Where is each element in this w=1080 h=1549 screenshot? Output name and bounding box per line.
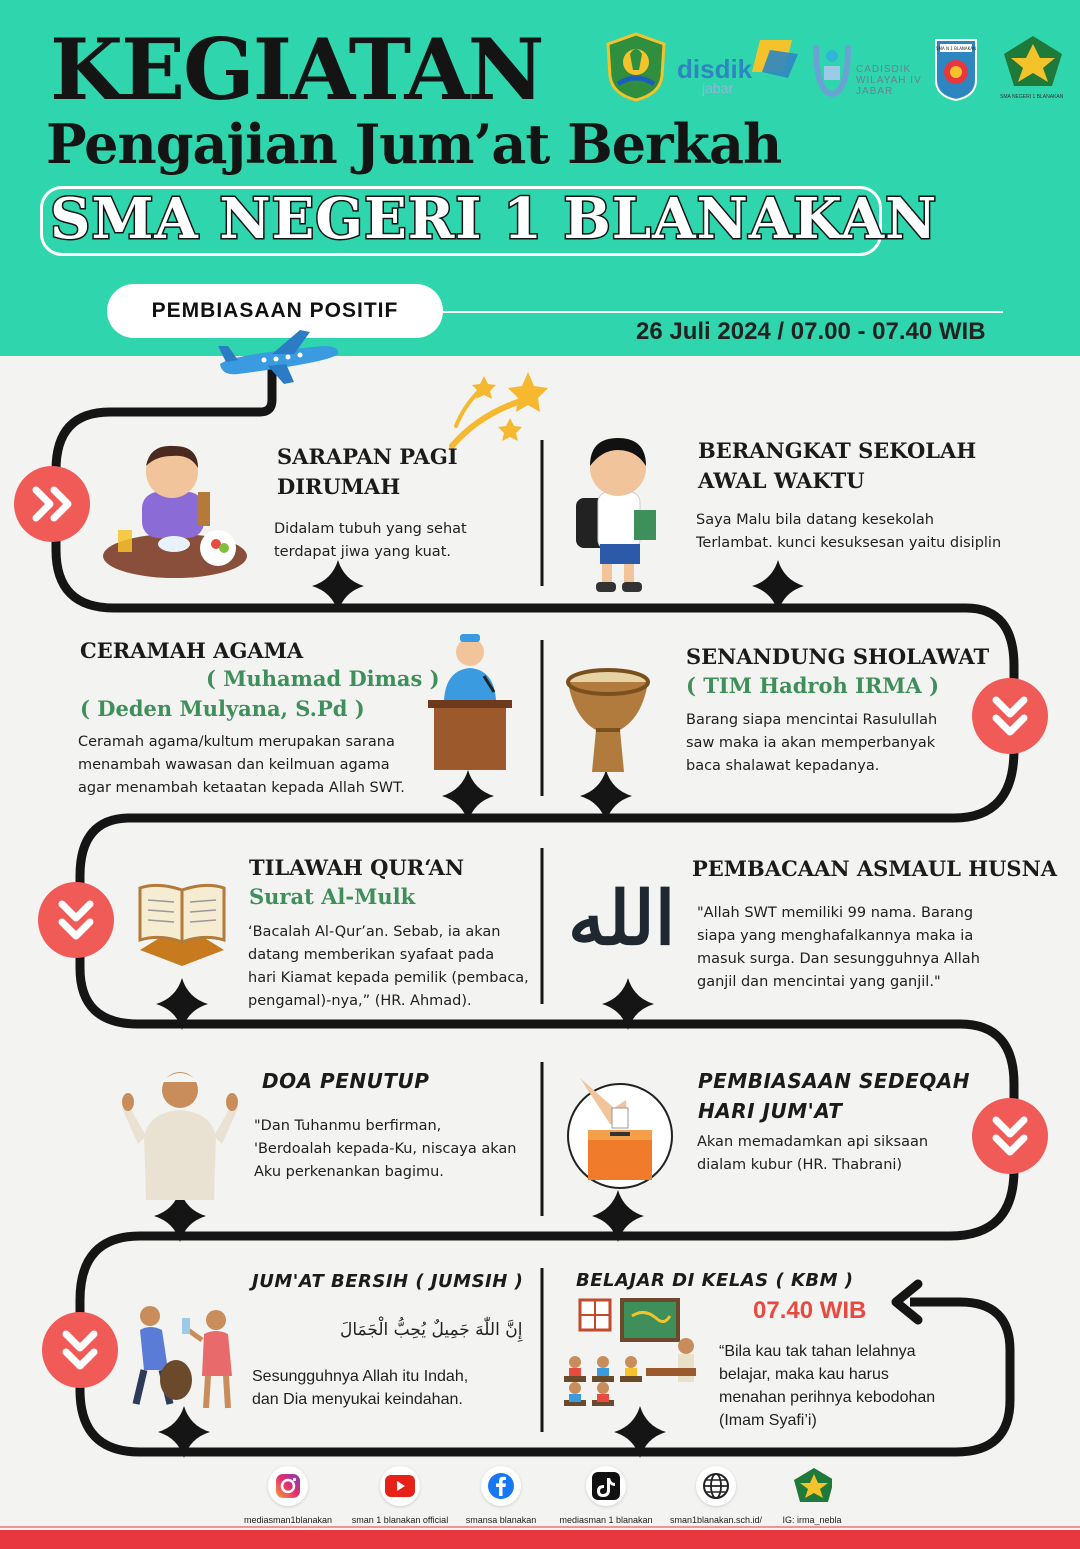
sarapan-title-line-2: DIRUMAH — [277, 474, 401, 499]
sedeqah-title-line-2: HARI JUM'AT — [698, 1099, 843, 1123]
tilawah-text-line-4: pengamal)-nya,” (HR. Ahmad). — [248, 993, 472, 1009]
classroom-illustration — [560, 1296, 702, 1420]
sedeqah-text-line-1: Akan memadamkan api siksaan — [697, 1134, 929, 1150]
asmaul-text — [697, 902, 980, 994]
tilawah-surah: Surat Al-Mulk — [249, 884, 416, 909]
irma-logo-icon — [792, 1466, 832, 1506]
speaker-podium-illustration — [424, 630, 516, 772]
sholawat-text-line-3: baca shalawat kepadanya. — [686, 758, 880, 774]
berangkat-title-line-2: AWAL WAKTU — [698, 468, 865, 493]
social-youtube[interactable] — [350, 1466, 450, 1525]
kbm-text-line-1: “Bila kau tak tahan lelahnya — [719, 1343, 916, 1360]
sholawat-text-line-1: Barang siapa mencintai Rasulullah — [686, 712, 938, 728]
globe-icon — [696, 1466, 736, 1506]
asmaul-text-line-3: masuk surga. Dan sesungguhnya Allah — [697, 951, 980, 967]
doa-text-line-3: Aku perkenankan bagimu. — [254, 1164, 444, 1180]
sarapan-title — [277, 442, 458, 502]
sholawat-text — [686, 709, 937, 778]
tilawah-title: TILAWAH QUR‘AN — [249, 855, 465, 880]
airplane-icon — [214, 324, 344, 386]
jumsih-text-line-1: Sesungguhnya Allah itu Indah, — [252, 1368, 469, 1385]
ceramah-text-line-2: menambah wawasan dan keilmuan agama — [78, 757, 390, 773]
kbm-text-line-2: belajar, maka kau harus — [719, 1366, 889, 1383]
tiktok-icon — [586, 1466, 626, 1506]
facebook-icon — [481, 1466, 521, 1506]
berangkat-text — [696, 509, 1001, 555]
footer-bar — [0, 1530, 1080, 1549]
forward-chevron-icon — [14, 466, 90, 542]
allah-calligraphy: الله — [568, 876, 676, 962]
jumsih-text — [252, 1365, 468, 1411]
doa-title: DOA PENUTUP — [262, 1069, 430, 1093]
cadisdik-line-1: CADISDIK — [856, 64, 912, 75]
ceramah-speaker-2: ( Deden Mulyana, S.Pd ) — [80, 696, 365, 721]
sedeqah-title — [698, 1066, 970, 1126]
berangkat-title — [698, 436, 976, 496]
ceramah-title: CERAMAH AGAMA — [80, 638, 304, 663]
ceramah-text-line-3: agar menambah ketaatan kepada Allah SWT. — [78, 780, 405, 796]
instagram-icon — [268, 1466, 308, 1506]
berangkat-text-line-1: Saya Malu bila datang kesekolah — [696, 512, 934, 528]
page-subtitle: Pengajian Jum’at Berkah — [46, 112, 782, 176]
asmaul-text-line-1: "Allah SWT memiliki 99 nama. Barang — [697, 905, 974, 921]
shooting-stars-icon — [448, 366, 560, 456]
kbm-text-line-3: menahan perihnya kebodohan — [719, 1389, 936, 1406]
tilawah-text-line-3: hari Kiamat kepada pemilik (pembaca, — [248, 970, 529, 986]
website-label: sman1blanakan.sch.id/ — [669, 1515, 763, 1525]
sarapan-title-line-1: SARAPAN PAGI — [277, 444, 458, 469]
kbm-text — [719, 1340, 935, 1432]
event-date: 26 Juli 2024 / 07.00 - 07.40 WIB — [636, 318, 986, 345]
tilawah-text-line-1: ‘Bacalah Al-Qur’an. Sebab, ia akan — [248, 924, 501, 940]
kbm-text-line-4: (Imam Syafi’i) — [719, 1412, 817, 1429]
ceramah-text-line-1: Ceramah agama/kultum merupakan sarana — [78, 734, 395, 750]
jumsih-text-line-2: dan Dia menyukai keindahan. — [252, 1391, 463, 1408]
berangkat-title-line-1: BERANGKAT SEKOLAH — [698, 438, 977, 463]
kbm-time: 07.40 WIB — [753, 1297, 867, 1324]
breakfast-child-illustration — [100, 440, 250, 582]
doa-text-line-2: 'Berdoalah kepada-Ku, niscaya akan — [254, 1141, 517, 1157]
social-tiktok[interactable] — [556, 1466, 656, 1525]
school-badge-text: SMA N 1 BLANAKAN — [936, 46, 976, 51]
social-irma-instagram[interactable] — [762, 1466, 862, 1525]
tilawah-text — [248, 921, 529, 1013]
tilawah-text-line-2: datang memberikan syafaat pada — [248, 947, 495, 963]
down-chevron-icon-2 — [38, 882, 114, 958]
down-chevron-icon-4 — [42, 1312, 118, 1388]
asmaul-text-line-4: ganjil dan mencintai yang ganjil." — [697, 974, 941, 990]
facebook-label: smansa blanakan — [465, 1515, 537, 1525]
school-name: SMA NEGERI 1 BLANAKAN — [50, 186, 938, 252]
irma-instagram-label: IG: irma_nebla — [782, 1515, 842, 1525]
page-title: KEGIATAN — [50, 20, 543, 119]
disdik-logo-text: disdik — [677, 54, 753, 84]
instagram-label: mediasman1blanakan — [243, 1515, 333, 1525]
sholawat-text-line-2: saw maka ia akan memperbanyak — [686, 735, 936, 751]
jumsih-arabic-verse: إِنَّ اللّٰهَ جَمِيلٌ يُحِبُّ الْجَمَالَ — [340, 1320, 523, 1340]
jumsih-title: JUM'AT BERSIH ( JUMSIH ) — [252, 1271, 524, 1292]
sarapan-text — [274, 518, 467, 564]
charity-box-illustration — [566, 1074, 674, 1192]
kbm-title: BELAJAR DI KELAS ( KBM ) — [576, 1270, 854, 1291]
sarapan-text-line-2: terdapat jiwa yang kuat. — [274, 544, 451, 560]
social-instagram[interactable] — [238, 1466, 338, 1525]
social-website[interactable] — [666, 1466, 766, 1525]
sarapan-text-line-1: Didalam tubuh yang sehat — [274, 521, 467, 537]
drum-illustration — [566, 668, 650, 780]
ceramah-speaker-1: ( Muhamad Dimas ) — [206, 666, 440, 691]
ceramah-text — [78, 731, 405, 800]
cadisdik-line-3: JABAR — [856, 86, 894, 97]
sedeqah-title-line-1: PEMBIASAAN SEDEQAH — [698, 1069, 970, 1093]
tiktok-label: mediasman 1 blanakan — [559, 1515, 653, 1525]
sedeqah-text-line-2: dialam kubur (HR. Thabrani) — [697, 1157, 903, 1173]
asmaul-title: PEMBACAAN ASMAUL HUSNA — [692, 856, 1058, 881]
quran-stand-illustration — [136, 880, 228, 966]
down-chevron-icon-1 — [972, 678, 1048, 754]
sedeqah-text — [697, 1131, 928, 1177]
doa-text-line-1: "Dan Tuhanmu berfirman, — [254, 1118, 442, 1134]
cadisdik-line-2: WILAYAH IV — [856, 75, 922, 86]
sholawat-title: SENANDUNG SHOLAWAT — [686, 644, 990, 669]
irma-logo-caption: SMA NEGERI 1 BLANAKAN — [1000, 94, 1064, 100]
student-walking-illustration — [572, 436, 662, 596]
social-facebook[interactable] — [451, 1466, 551, 1525]
youtube-icon — [380, 1466, 420, 1506]
sholawat-group: ( TIM Hadroh IRMA ) — [686, 673, 940, 698]
doa-text — [254, 1115, 516, 1184]
asmaul-text-line-2: siapa yang menghafalkannya maka ia — [697, 928, 974, 944]
praying-man-illustration — [120, 1064, 240, 1202]
down-chevron-icon-3 — [972, 1098, 1048, 1174]
category-pill: PEMBIASAAN POSITIF — [107, 284, 443, 338]
berangkat-text-line-2: Terlambat. kunci kesuksesan yaitu disiplin — [696, 535, 1002, 551]
cleaning-people-illustration — [122, 1300, 246, 1412]
disdik-logo-subtext: jabar — [702, 80, 734, 96]
youtube-label: sman 1 blanakan official — [351, 1515, 449, 1525]
footer-rule — [0, 1526, 1080, 1528]
